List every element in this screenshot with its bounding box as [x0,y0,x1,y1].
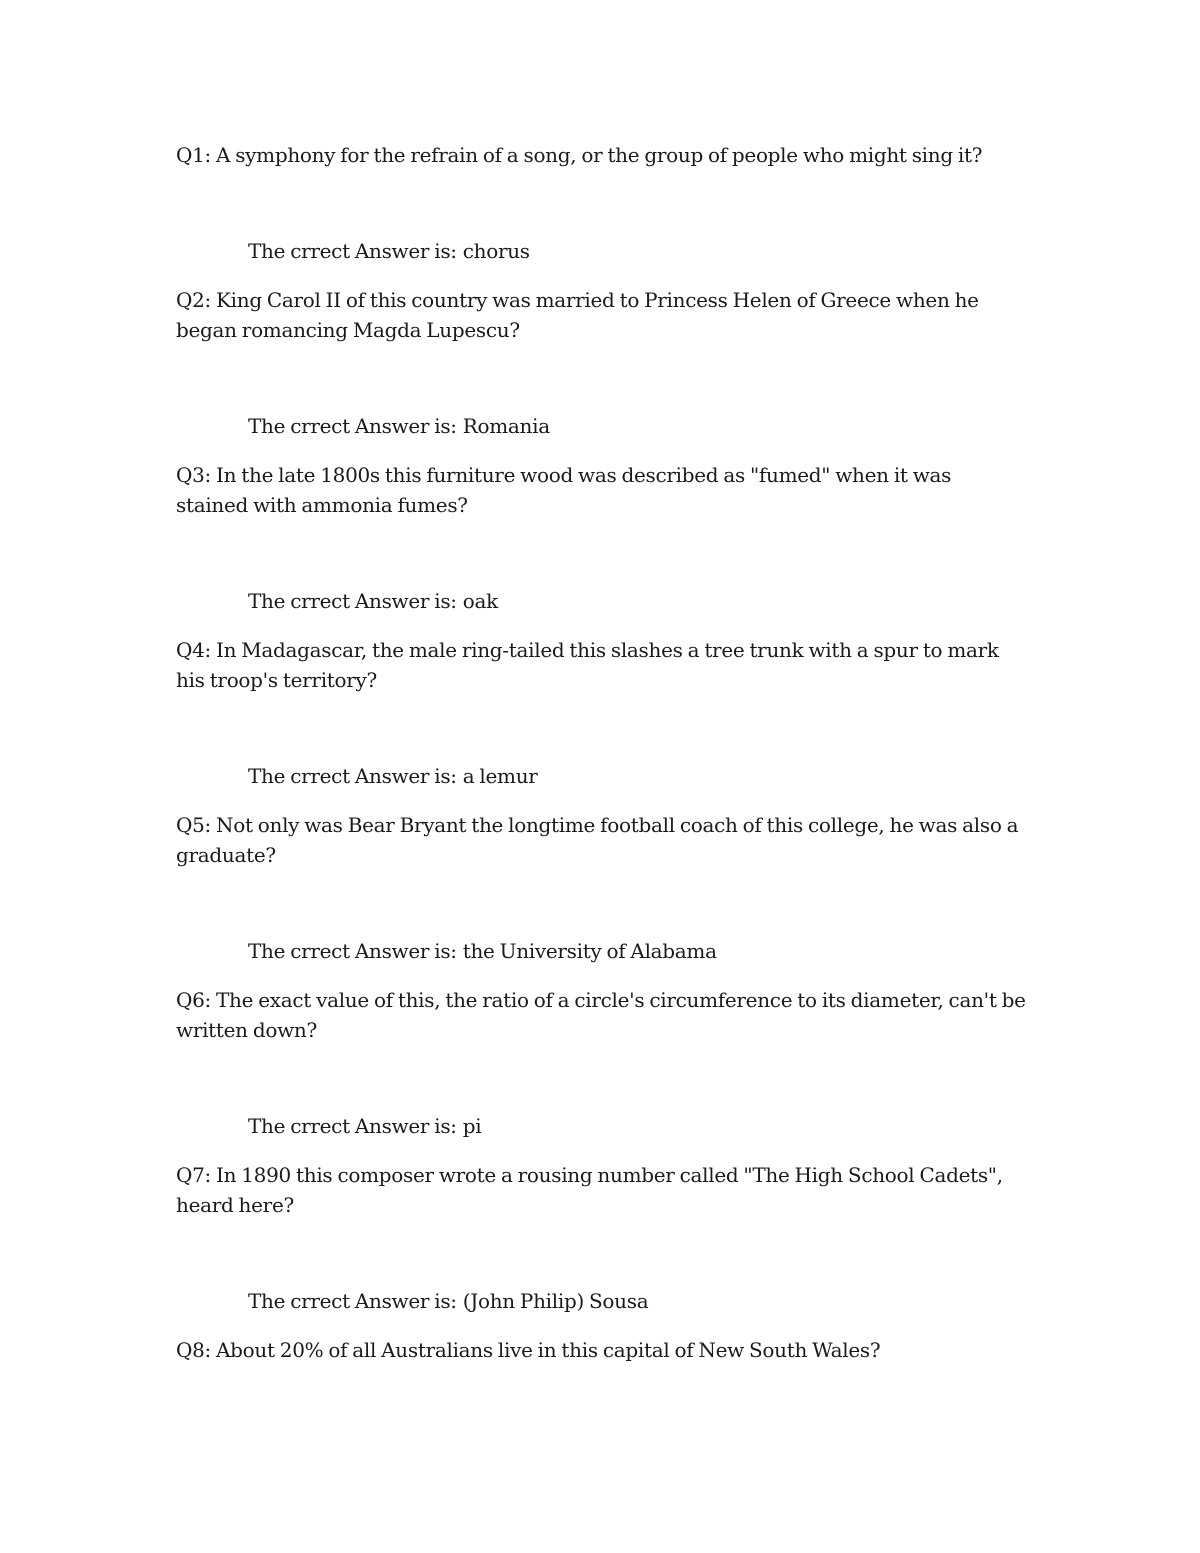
question-item-8 [176,1335,1026,1365]
answer-label: The crrect Answer is: [248,1289,457,1313]
question-text: Q3: In the late 1800s this furniture wood was described as "fumed" when it was stained with ammonia fumes? [176,463,952,517]
question-text: Q6: The exact value of this, the ratio of a circle's circumference to its diameter, can't be written down? [176,988,1026,1042]
question-text: Q4: In Madagascar, the male ring-tailed this slashes a tree trunk with a spur to mark his troop's territory? [176,638,999,692]
answer-line [176,586,1026,616]
answer-label: The crrect Answer is: [248,764,457,788]
question-item-2 [176,285,1026,441]
answer-line [176,1111,1026,1141]
answer-label: The crrect Answer is: [248,414,457,438]
answer-label: The crrect Answer is: [248,589,457,613]
answer-line [176,236,1026,266]
answer-text: a lemur [462,764,538,788]
answer-line [176,761,1026,791]
question-item-4 [176,635,1026,791]
question-text: Q8: About 20% of all Australians live in this capital of New South Wales? [176,1338,881,1362]
question-item-3 [176,460,1026,616]
question-text: Q2: King Carol II of this country was married to Princess Helen of Greece when he began romancing Magda Lupescu? [176,288,979,342]
answer-line [176,411,1026,441]
answer-text: (John Philip) Sousa [462,1289,649,1313]
answer-text: chorus [462,239,530,263]
question-item-6 [176,985,1026,1141]
answer-text: pi [462,1114,482,1138]
question-item-1 [176,140,1026,266]
question-text: Q5: Not only was Bear Bryant the longtime football coach of this college, he was also a graduate? [176,813,1019,867]
question-item-5 [176,810,1026,966]
question-list [176,140,1026,1431]
answer-label: The crrect Answer is: [248,939,457,963]
answer-line [176,936,1026,966]
answer-text: the University of Alabama [462,939,717,963]
question-text: Q7: In 1890 this composer wrote a rousing number called "The High School Cadets", heard here? [176,1163,1003,1217]
question-text: Q1: A symphony for the refrain of a song, or the group of people who might sing it? [176,143,983,167]
answer-text: Romania [462,414,550,438]
answer-line [176,1286,1026,1316]
answer-label: The crrect Answer is: [248,1114,457,1138]
answer-label: The crrect Answer is: [248,239,457,263]
answer-text: oak [462,589,498,613]
question-item-7 [176,1160,1026,1316]
